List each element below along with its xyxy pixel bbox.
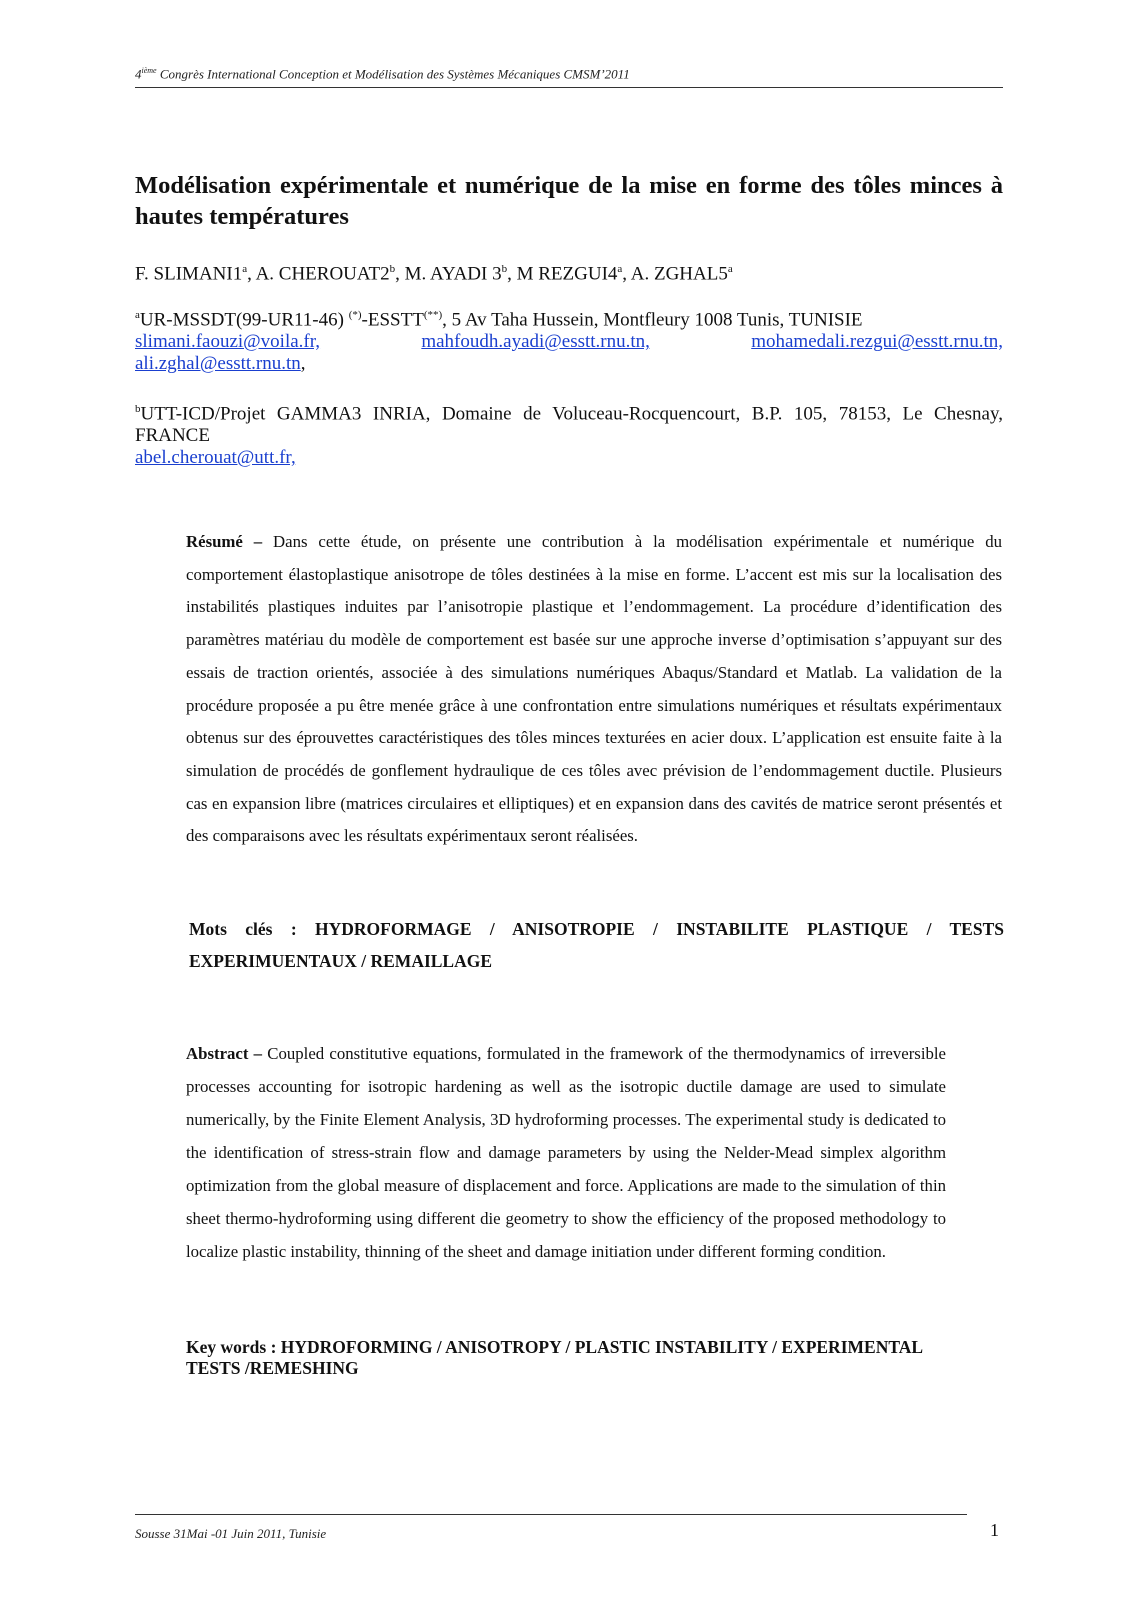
key-words-line-1: Key words : HYDROFORMING / ANISOTROPY / PLASTIC INSTABILITY / EXPERIMENTAL [186, 1337, 924, 1357]
paper-title: Modélisation expérimentale et numérique de la mise en forme des tôles minces à hautes températures [135, 172, 1003, 230]
author-2: A. CHEROUAT2 [255, 263, 390, 285]
header-rule [135, 87, 1003, 88]
affiliation-a-address: $^a$UR-MSSDT(99-UR11-46) (*)-ESSTT(**), 5 Av Taha Hussein, Montfleury 1008 Tunis, TUNISIE [135, 309, 863, 331]
email-link-slimani[interactable]: slimani.faouzi@voila.fr, [135, 331, 321, 353]
page-number: 1 [990, 1520, 999, 1540]
abstract-text: Coupled constitutive equations, formulated in the framework of the thermodynamics of irreversible processes accounting for isotropic hardening as well as the isotropic ductile damage are used to simulate numerically, by the Finite Element Analysis, 3D hydroforming processes. The experimental study is dedicated to the identification of stress-strain flow and damage parameters by using the Nelder-Mead simplex algorithm optimization from the global measure of displacement and force. Applications are made to the simulation of thin sheet thermo-hydroforming using different die geometry to show the efficiency of the proposed methodology to localize plastic instability, thinning of the sheet and damage initiation under different forming condition. [186, 1044, 946, 1261]
footer-venue: Sousse 31Mai -01 Juin 2011, Tunisie [135, 1526, 327, 1541]
author-4: M REZGUI4 [516, 263, 618, 285]
author-1-affiliation-mark: a [242, 263, 248, 275]
affiliation-b [135, 398, 1003, 469]
author-5: A. ZGHAL5 [630, 263, 728, 285]
resume-text: Dans cette étude, on présente une contribution à la modélisation expérimentale et numérique du comportement élastoplastique anisotrope de tôles destinées à la mise en forme. L’accent est mis sur la localisation des instabilités plastiques induites par l’anisotropie plastique et l’endommagement. La procédure d’identification des paramètres matériau du modèle de comportement est basée sur une approche inverse d’optimisation s’appuyant sur des essais de traction orientés, associée à des simulations numériques Abaqus/Standard et Matlab. La validation de la procédure proposée a pu être menée grâce à une confrontation entre simulations numériques et résultats expérimentaux obtenus sur des éprouvettes caractéristiques des tôles minces texturées en acier doux. L’application est ensuite faite à la simulation de procédés de gonflement hydraulique de ces tôles avec prévision de l’endommagement ductile. Plusieurs cas en expansion libre (matrices circulaires et elliptiques) et en expansion dans des cavités de matrice seront présentés et des comparaisons avec les résultats expérimentaux seront réalisées. [186, 532, 1003, 846]
resume-paragraph [186, 526, 1002, 853]
author-1: F. SLIMANI1 [135, 263, 243, 285]
running-header [135, 66, 1003, 82]
affiliation-a-emails [135, 331, 1003, 353]
email-link-rezgui[interactable]: mohamedali.rezgui@esstt.rnu.tn, [751, 331, 1003, 353]
author-2-affiliation-mark: b [389, 263, 396, 275]
email-link-zghal[interactable]: ali.zghal@esstt.rnu.tn [135, 353, 301, 375]
mots-cles: Mots clés : HYDROFORMAGE / ANISOTROPIE / INSTABILITE PLASTIQUE / TESTS EXPERIMUENTAUX / REMAILLAGE [189, 919, 1004, 971]
author-4-affiliation-mark: a [617, 263, 623, 275]
key-words-line-2: TESTS /REMESHING [186, 1358, 359, 1378]
affiliation-b-address: $^b$UTT-ICD/Projet GAMMA3 INRIA, Domaine de Voluceau-Rocquencourt, B.P. 105, 78153, Le Chesnay, FRANCE [135, 403, 1003, 447]
header-ordinal-suffix: ième [141, 66, 157, 75]
email-link-ayadi[interactable]: mahfoudh.ayadi@esstt.rnu.tn, [421, 331, 650, 353]
author-5-affiliation-mark: a [727, 263, 733, 275]
author-3: M. AYADI 3 [404, 263, 502, 285]
author-list: F. SLIMANI1$^a$, A. CHEROUAT2$^b$, M. AYADI 3$^b$, M REZGUI4$^a$, A. ZGHAL5$^a$ [135, 263, 733, 285]
key-words [186, 1337, 1004, 1379]
header-ordinal: 4 [135, 66, 142, 82]
author-3-affiliation-mark: b [501, 263, 508, 275]
resume-label: Résumé – [186, 532, 263, 551]
footer-rule [135, 1514, 967, 1515]
abstract-label: Abstract – [186, 1044, 263, 1063]
abstract-paragraph [186, 1037, 946, 1268]
affiliation-a: $^a$UR-MSSDT(99-UR11-46) (*)-ESSTT(**), 5 Av Taha Hussein, Montfleury 1008 Tunis, TUNISIE slimani.faouzi@voila.fr, mahfoudh.ayadi@esstt.rnu.tn, mohamedali.rezgui@esstt.rnu.tn, ali.zghal@esstt.rnu.tn, [135, 304, 1003, 375]
header-conference-name: Congrès International Conception et Modélisation des Systèmes Mécaniques CMSM’2011 [156, 66, 630, 82]
email-link-cherouat[interactable]: abel.cherouat@utt.fr, [135, 447, 296, 469]
